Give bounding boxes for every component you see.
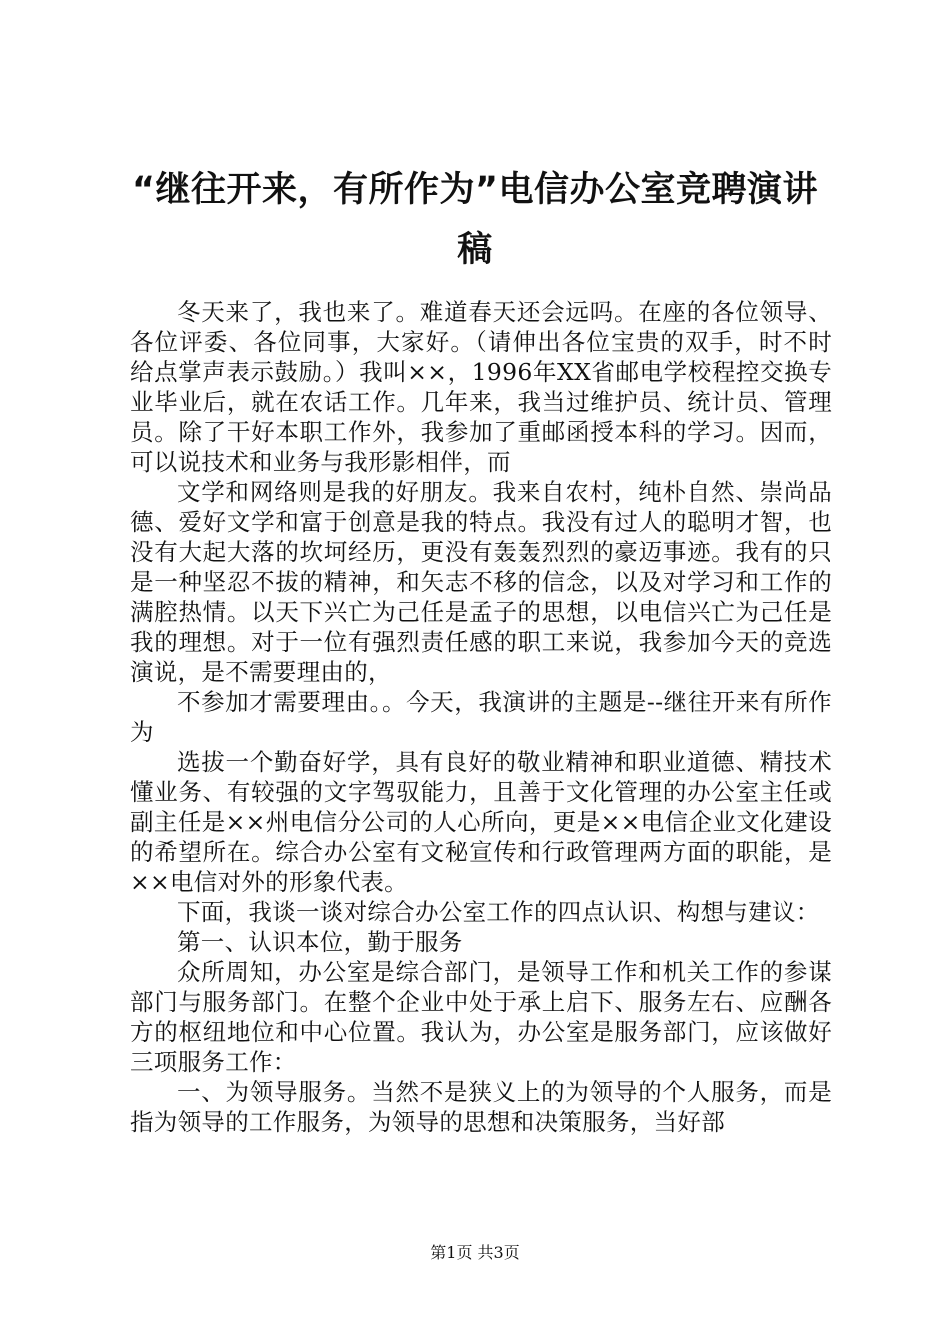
- paragraph-1: 冬天来了，我也来了。难道春天还会远吗。在座的各位领导、各位评委、各位同事，大家好。（请伸出各位宝贵的双手，时不时给点掌声表示鼓励。）我叫××，1996年XX省邮电学校程控交换专业毕业后，就在农话工作。几年来，我当过维护员、统计员、管理员。除了干好本职工作外，我参加了重邮函授本科的学习。因而，可以说技术和业务与我形影相伴，而: [130, 298, 832, 476]
- page-footer: 第1页 共3页: [430, 1243, 520, 1262]
- paragraph-2: 文学和网络则是我的好朋友。我来自农村，纯朴自然、崇尚品德、爱好文学和富于创意是我的特点。我没有过人的聪明才智，也没有大起大落的坎坷经历，更没有轰轰烈烈的豪迈事迹。我有的只是一种坚忍不拔的精神，和矢志不移的信念，以及对学习和工作的满腔热情。以天下兴亡为己任是孟子的思想，以电信兴亡为己任是我的理想。对于一位有强烈责任感的职工来说，我参加今天的竞选演说，是不需要理由的，: [130, 478, 832, 686]
- paragraph-7: 众所周知，办公室是综合部门，是领导工作和机关工作的参谋部门与服务部门。在整个企业中处于承上启下、服务左右、应酬各方的枢纽地位和中心位置。我认为，办公室是服务部门，应该做好三项服务工作：: [130, 958, 832, 1076]
- paragraph-8: 一、为领导服务。当然不是狭义上的为领导的个人服务，而是指为领导的工作服务，为领导的思想和决策服务，当好部: [130, 1078, 832, 1136]
- paragraph-6: 第一、认识本位，勤于服务: [177, 928, 463, 956]
- document-body: [130, 297, 832, 1137]
- paragraph-5: 下面，我谈一谈对综合办公室工作的四点认识、构想与建议：: [177, 898, 820, 926]
- paragraph-3: 不参加才需要理由。。今天，我演讲的主题是--继往开来有所作为: [130, 688, 832, 746]
- paragraph-4: 选拔一个勤奋好学，具有良好的敬业精神和职业道德、精技术懂业务、有较强的文字驾驭能力，且善于文化管理的办公室主任或副主任是××州电信分公司的人心所向，更是××电信企业文化建设的希望所在。综合办公室有文秘宣传和行政管理两方面的职能，是××电信对外的形象代表。: [130, 748, 832, 896]
- document-title: “继往开来，有所作为”电信办公室竞聘演讲稿: [131, 170, 818, 270]
